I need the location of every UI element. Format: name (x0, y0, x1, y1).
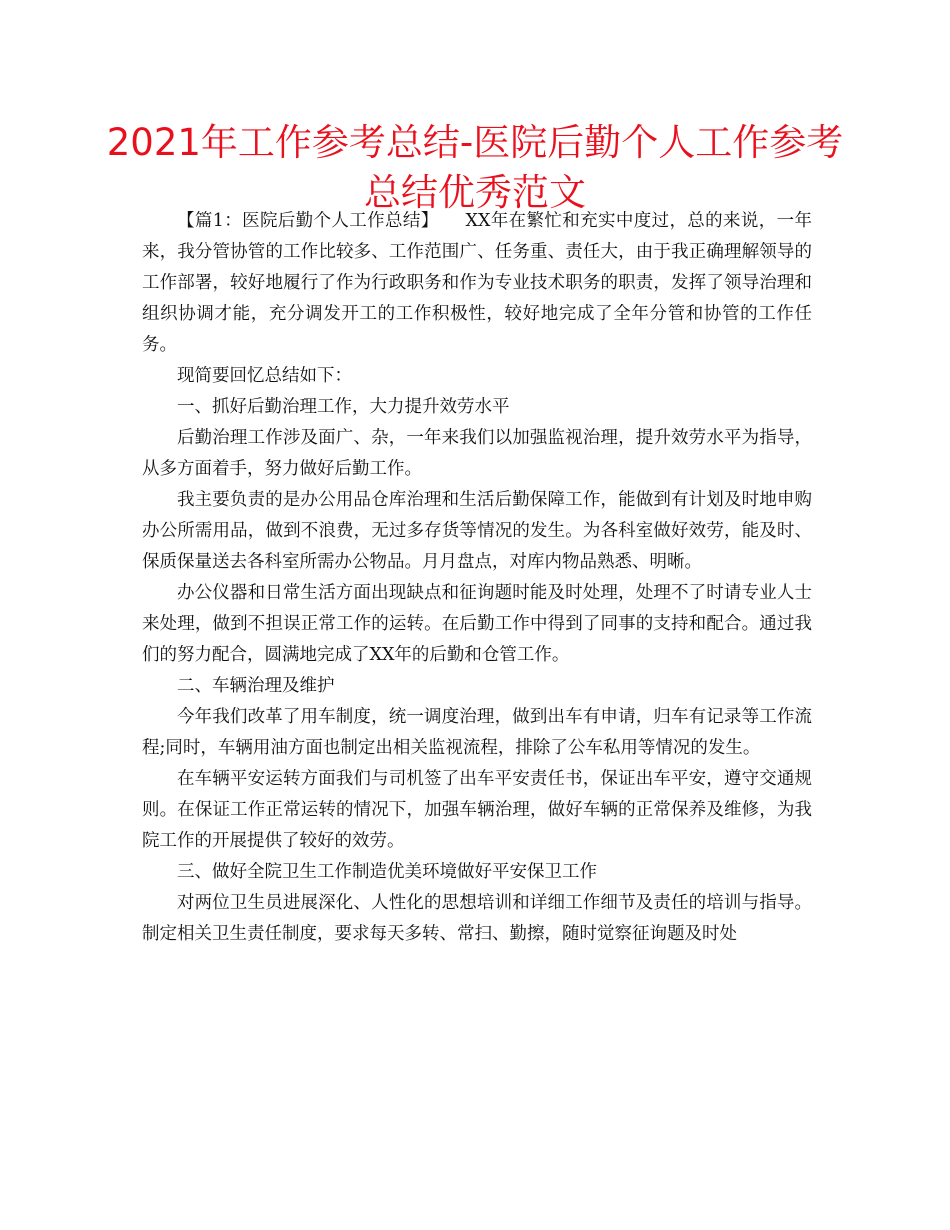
paragraph: 对两位卫生员进展深化、人性化的思想培训和详细工作细节及责任的培训与指导。制定相关卫生责任制度，要求每天多转、常扫、勤擦，随时觉察征询题及时处 (142, 893, 812, 944)
paragraph: 办公仪器和日常生活方面出现缺点和征询题时能及时处理，处理不了时请专业人士来处理，做到不担误正常工作的运转。在后勤工作中得到了同事的支持和配合。通过我们的努力配合，圆满地完成了XX年的后勤和仓管工作。 (142, 583, 812, 665)
document-title: 2021年工作参考总结-医院后勤个人工作参考总结优秀范文 (106, 121, 844, 214)
paragraph: 后勤治理工作涉及面广、杂，一年来我们以加强监视治理，提升效劳水平为指导，从多方面着手，努力做好后勤工作。 (142, 428, 812, 479)
paragraph: 我主要负责的是办公用品仓库治理和生活后勤保障工作，能做到有计划及时地申购办公所需用品，做到不浪费，无过多存货等情况的发生。为各科室做好效劳，能及时、保质保量送去各科室所需办公物品。月月盘点，对库内物品熟悉、明晰。 (142, 490, 812, 572)
document-body (142, 206, 812, 950)
section-heading-1: 一、抓好后勤治理工作，大力提升效劳水平 (177, 397, 510, 417)
section-heading-3: 三、做好全院卫生工作制造优美环境做好平安保卫工作 (177, 862, 597, 882)
paragraph-summary-lead: 现简要回忆总结如下： (177, 366, 352, 386)
paragraph: 在车辆平安运转方面我们与司机签了出车平安责任书，保证出车平安，遵守交通规则。在保证工作正常运转的情况下，加强车辆治理，做好车辆的正常保养及维修，为我院工作的开展提供了较好的效劳。 (142, 769, 812, 851)
paragraph-intro: 【篇1：医院后勤个人工作总结】 XX年在繁忙和充实中度过，总的来说，一年来，我分管协管的工作比较多、工作范围广、任务重、责任大，由于我正确理解领导的工作部署，较好地履行了作为行政职务和作为专业技术职务的职责，发挥了领导治理和组织协调才能，充分调发开工的工作积极性，较好地完成了全年分管和协管的工作任务。 (142, 211, 812, 355)
section-heading-2: 二、车辆治理及维护 (177, 676, 335, 696)
paragraph: 今年我们改革了用车制度，统一调度治理，做到出车有申请，归车有记录等工作流程;同时，车辆用油方面也制定出相关监视流程，排除了公车私用等情况的发生。 (142, 707, 812, 758)
